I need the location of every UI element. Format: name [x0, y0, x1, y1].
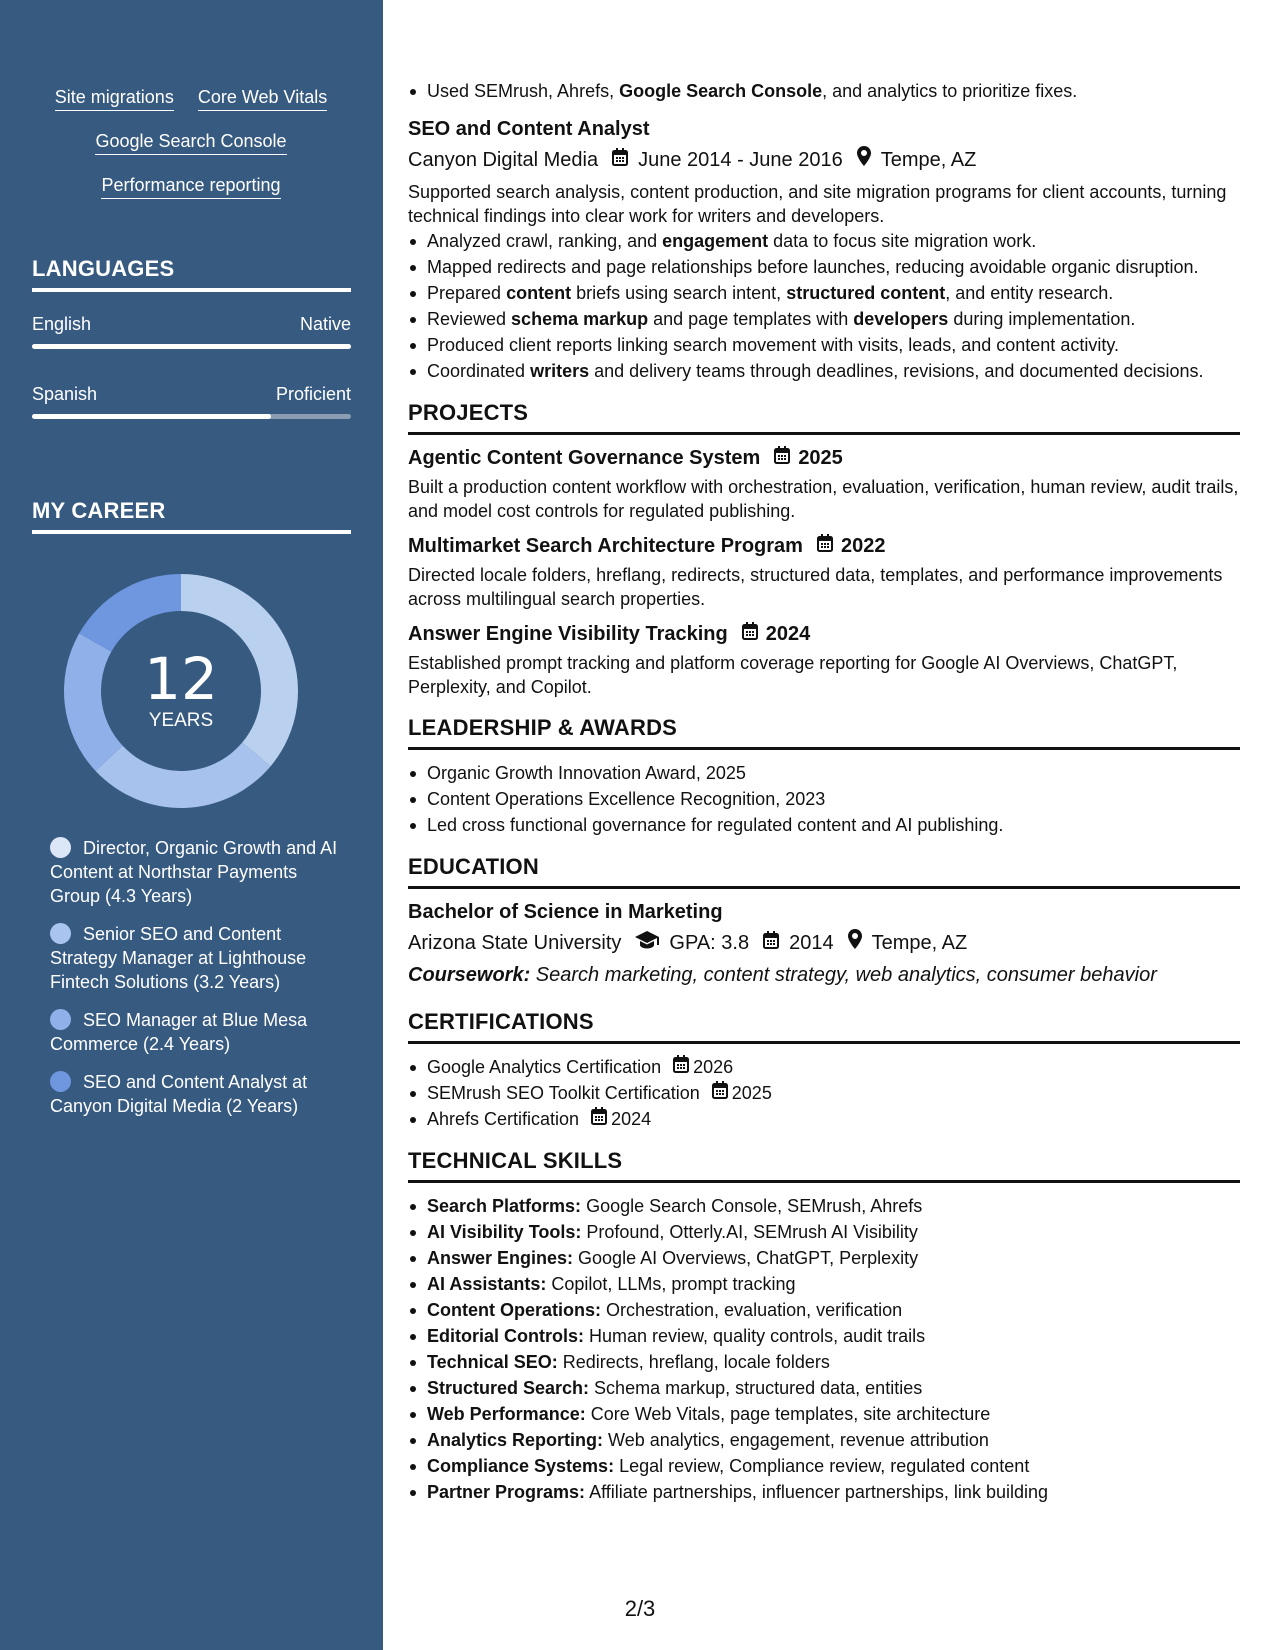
calendar-icon [673, 1054, 689, 1080]
coursework: Coursework: Search marketing, content strategy, web analytics, consumer behavior [408, 964, 1157, 986]
job-dates: June 2014 - June 2016 [638, 149, 843, 171]
list-item: Prepared content briefs using search intent, structured content, and entity research. [408, 280, 1240, 306]
language-name: English [32, 314, 92, 334]
legend-dot [50, 923, 71, 944]
language-bar-fill [32, 344, 351, 349]
donut-slice [79, 574, 181, 652]
list-item: Mapped redirects and page relationships before launches, reducing avoidable organic disruption. [408, 254, 1240, 280]
list-item: Analyzed crawl, ranking, and engagement data to focus site migration work. [408, 228, 1240, 254]
career-item [50, 1070, 340, 1118]
list-item: Structured Search: Schema markup, structured data, entities [408, 1375, 1240, 1401]
skill-tag[interactable]: Site migrations [55, 86, 174, 111]
project-title: Answer Engine Visibility Tracking [408, 623, 728, 645]
project-item [408, 533, 1240, 611]
project-title: Agentic Content Governance System [408, 447, 761, 469]
location-pin-icon [857, 146, 871, 174]
language-bar [32, 344, 351, 349]
language-level: Native [299, 314, 351, 334]
career-heading: MY CAREER [32, 498, 351, 534]
job-meta [408, 146, 1240, 174]
career-item-text: Director, Organic Growth and AI Content at Northstar Payments Group (4.3 Years) [50, 838, 338, 906]
career-item-text: SEO and Content Analyst at Canyon Digital Media (2 Years) [50, 1072, 308, 1116]
languages-heading: LANGUAGES [32, 256, 351, 292]
certification-year: 2025 [731, 1083, 772, 1103]
gpa: GPA: 3.8 [669, 932, 750, 954]
calendar-icon [591, 1106, 607, 1132]
calendar-icon [742, 621, 758, 647]
project-description: Directed locale folders, hreflang, redirects, structured data, templates, and performance improvements across multilingual search properties. [408, 565, 1223, 609]
main-content [408, 78, 1240, 1505]
career-item [50, 836, 340, 908]
calendar-icon [612, 146, 628, 174]
calendar-icon [817, 533, 833, 559]
list-item: Answer Engines: Google AI Overviews, ChatGPT, Perplexity [408, 1245, 1240, 1271]
legend-dot [50, 1071, 71, 1092]
job-title: SEO and Content Analyst [408, 118, 650, 140]
career-list [50, 836, 340, 1132]
prev-bullets [408, 78, 1240, 104]
career-years-label: YEARS [148, 710, 214, 731]
skill-tag[interactable]: Google Search Console [95, 130, 286, 155]
list-item: Organic Growth Innovation Award, 2025 [408, 760, 1240, 786]
calendar-icon [763, 929, 779, 957]
project-year: 2022 [840, 535, 886, 557]
list-item: Content Operations Excellence Recognition, 2023 [408, 786, 1240, 812]
list-item: Coordinated writers and delivery teams through deadlines, revisions, and documented decisions. [408, 358, 1240, 384]
section-title-certifications: CERTIFICATIONS [408, 1007, 1240, 1044]
degree-title: Bachelor of Science in Marketing [408, 901, 723, 923]
certification-name: Ahrefs Certification [427, 1109, 580, 1129]
education-location: Tempe, AZ [871, 932, 968, 954]
language-row [32, 314, 351, 335]
list-item: Led cross functional governance for regulated content and AI publishing. [408, 812, 1240, 838]
list-item [408, 1054, 1240, 1080]
job-summary: Supported search analysis, content production, and site migration programs for client accounts, turning technical findings into clear work for writers and developers. [408, 182, 1227, 226]
project-description: Built a production content workflow with orchestration, evaluation, verification, human review, audit trails, and model cost controls for regulated publishing. [408, 477, 1239, 521]
language-name: Spanish [32, 384, 98, 404]
skill-tags [32, 86, 350, 218]
company-name: Canyon Digital Media [408, 149, 599, 171]
list-item: Produced client reports linking search movement with visits, leads, and content activity. [408, 332, 1240, 358]
certification-name: SEMrush SEO Toolkit Certification [427, 1083, 700, 1103]
leadership-list [408, 760, 1240, 838]
section-title-education: EDUCATION [408, 852, 1240, 889]
section-title-leadership: LEADERSHIP & AWARDS [408, 713, 1240, 750]
education-meta [408, 929, 1240, 957]
page-number: 2/3 [624, 1596, 656, 1621]
school-name: Arizona State University [408, 932, 622, 954]
language-row [32, 384, 351, 405]
career-item [50, 1008, 340, 1056]
list-item: Partner Programs: Affiliate partnerships, influencer partnerships, link building [408, 1479, 1240, 1505]
project-year: 2024 [765, 623, 811, 645]
project-item [408, 445, 1240, 523]
donut-slice [96, 743, 271, 808]
list-item: Web Performance: Core Web Vitals, page templates, site architecture [408, 1401, 1240, 1427]
list-item: Content Operations: Orchestration, evaluation, verification [408, 1297, 1240, 1323]
language-bar-fill [32, 414, 271, 419]
list-item: AI Visibility Tools: Profound, Otterly.AI, SEMrush AI Visibility [408, 1219, 1240, 1245]
skills-list [408, 1193, 1240, 1505]
list-item: Technical SEO: Redirects, hreflang, locale folders [408, 1349, 1240, 1375]
list-item: Editorial Controls: Human review, quality controls, audit trails [408, 1323, 1240, 1349]
career-item-text: Senior SEO and Content Strategy Manager at Lighthouse Fintech Solutions (3.2 Years) [50, 924, 307, 992]
job-location: Tempe, AZ [880, 149, 977, 171]
section-title-projects: PROJECTS [408, 398, 1240, 435]
career-total-years: 12 [144, 645, 218, 713]
language-level: Proficient [275, 384, 351, 404]
list-item: Reviewed schema markup and page templates with developers during implementation. [408, 306, 1240, 332]
location-pin-icon [848, 929, 862, 957]
career-item-text: SEO Manager at Blue Mesa Commerce (2.4 Years) [50, 1010, 308, 1054]
list-item: Used SEMrush, Ahrefs, Google Search Console, and analytics to prioritize fixes. [408, 78, 1240, 104]
list-item [408, 1106, 1240, 1132]
skill-tag[interactable]: Core Web Vitals [198, 86, 327, 111]
project-title: Multimarket Search Architecture Program [408, 535, 803, 557]
calendar-icon [774, 445, 790, 471]
project-item [408, 621, 1240, 699]
graduation-cap-icon [635, 929, 659, 957]
calendar-icon [712, 1080, 728, 1106]
certifications-list [408, 1054, 1240, 1132]
sidebar [0, 0, 383, 1650]
project-year: 2025 [798, 447, 843, 469]
job-bullets [408, 228, 1240, 384]
legend-dot [50, 837, 71, 858]
career-item [50, 922, 340, 994]
list-item: Compliance Systems: Legal review, Compliance review, regulated content [408, 1453, 1240, 1479]
legend-dot [50, 1009, 71, 1030]
certification-name: Google Analytics Certification [427, 1057, 662, 1077]
skill-tag[interactable]: Performance reporting [101, 174, 280, 199]
graduation-year: 2014 [789, 932, 834, 954]
project-description: Established prompt tracking and platform coverage reporting for Google AI Overviews, ChatGPT, Perplexity, and Copilot. [408, 653, 1178, 697]
list-item: Search Platforms: Google Search Console, SEMrush, Ahrefs [408, 1193, 1240, 1219]
list-item: Analytics Reporting: Web analytics, engagement, revenue attribution [408, 1427, 1240, 1453]
list-item [408, 1080, 1240, 1106]
certification-year: 2024 [611, 1109, 652, 1129]
list-item: AI Assistants: Copilot, LLMs, prompt tracking [408, 1271, 1240, 1297]
certification-year: 2026 [693, 1057, 734, 1077]
section-title-technical-skills: TECHNICAL SKILLS [408, 1146, 1240, 1183]
language-bar [32, 414, 351, 419]
